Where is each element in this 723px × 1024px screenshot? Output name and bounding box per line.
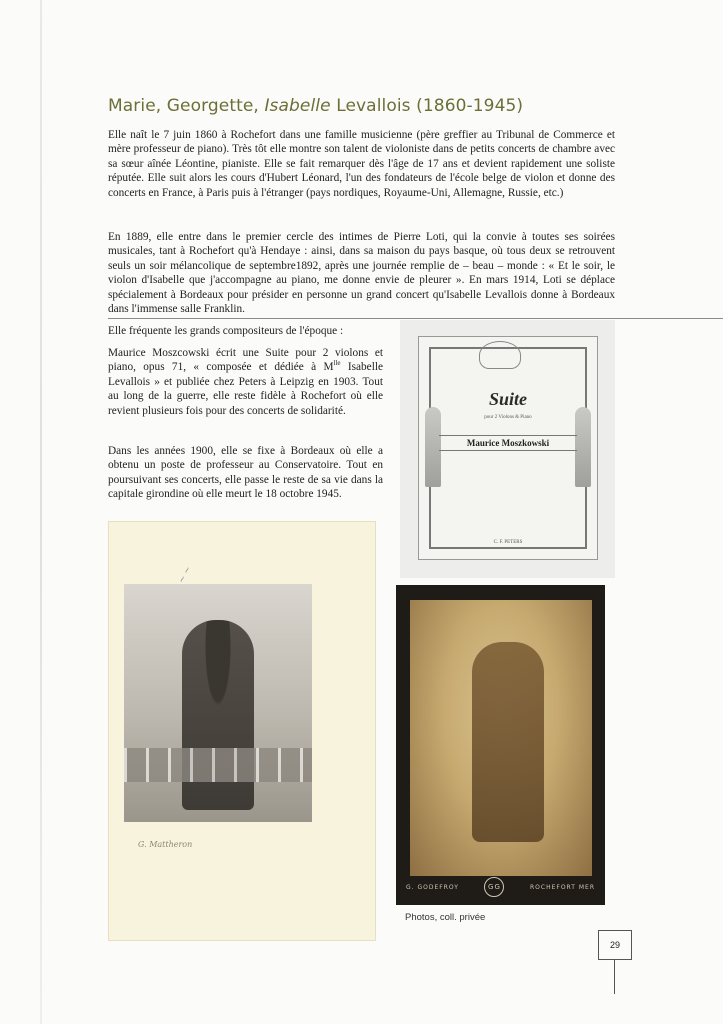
cover-title: Suite	[488, 389, 527, 409]
title-name: Marie, Georgette,	[108, 96, 265, 116]
studio-monogram: GG	[484, 877, 504, 897]
studio-right: ROCHEFORT MER	[530, 883, 595, 891]
paragraph-birth: Elle naît le 7 juin 1860 à Rochefort dans une famille musicienne (père greffier au Tribunal de Commerce et mère professeur de piano). Très tôt elle montre son talent de violoniste dans de petits concerts de chambre avec sa sœur aînée Léontine, pianiste. Elle se fait remarquer dès l'âge de 17 ans et devient rapidement une soliste réputée. Elle suit alors les cours d'Hubert Léonard, l'un des fondateurs de l'école belge de violon et donne des concerts en France, à Paris puis à l'étranger (pays nordiques, Royaume-Uni, Allemagne, Russie, etc.)	[108, 129, 615, 199]
divider	[108, 318, 723, 319]
p3-part-b: Isabelle Levallois » et publiée chez Peters à Leipzig en 1903. Tout au long de la guerre, elle reste fidèle à Rochefort où elle revient plusieurs fois pour des concerts de solidarité.	[108, 361, 383, 417]
photo-violinist-seated	[410, 600, 592, 876]
photo-violinist-standing	[124, 584, 312, 822]
scan-edge	[40, 0, 42, 1024]
p3-part-a: Maurice Moszcowski écrit une Suite pour 2 violons et piano, opus 71, « composée et dédiée à M	[108, 347, 383, 374]
cover-composer: Maurice Moszkowski	[439, 435, 577, 451]
balustrade	[124, 748, 312, 782]
title-rest: Levallois (1860-1945)	[330, 96, 524, 116]
paragraph-loti: En 1889, elle entre dans le premier cercle des intimes de Pierre Loti, qui la convie à toutes ses soirées musicales, tant à Rochefort qu'à Hendaye : ainsi, dans sa maison du pays basque, où tous deux se retrouvent seuls un soir mélancolique de septembre1892, après une journée remplie de – beau – monde : « Et le soir, le violon d'Isabelle que j'accompagne au piano, me donne envie de pleurer ». En mars 1914, Loti se déplace spécialement à Bordeaux pour présider en personne un grand concert qu'Isabelle Levallois donne à Bordeaux dans l'immense salle Franklin.	[108, 231, 615, 316]
p3-sup: lle	[333, 359, 341, 368]
page-number: 29	[598, 930, 632, 960]
page-number-tick	[614, 960, 615, 994]
studio-left: G. GODEFROY	[406, 883, 459, 891]
studio-imprint	[396, 877, 605, 897]
paragraph-moszkowski	[108, 346, 383, 418]
photo-caption: Photos, coll. privée	[405, 912, 486, 923]
cover-publisher: C. F. PETERS	[493, 540, 523, 545]
paragraph-lead: Elle fréquente les grands compositeurs de l'époque :	[108, 325, 344, 337]
cover-ornament	[479, 341, 521, 369]
page-title	[108, 96, 523, 116]
paragraph-bordeaux: Dans les années 1900, elle se fixe à Bordeaux où elle a obtenu un poste de professeur au Conservatoire. Tout en poursuivant ses concerts, elle passe le reste de sa vie dans la capitale girondine où elle meurt le 18 octobre 1945.	[108, 445, 383, 501]
title-italic: Isabelle	[264, 96, 331, 116]
sheet-music-cover	[418, 336, 598, 560]
seated-figure	[472, 642, 544, 842]
photographer-stamp: G. Mattheron	[138, 840, 193, 849]
cover-subtitle: pour 2 Violons & Piano	[484, 415, 532, 420]
